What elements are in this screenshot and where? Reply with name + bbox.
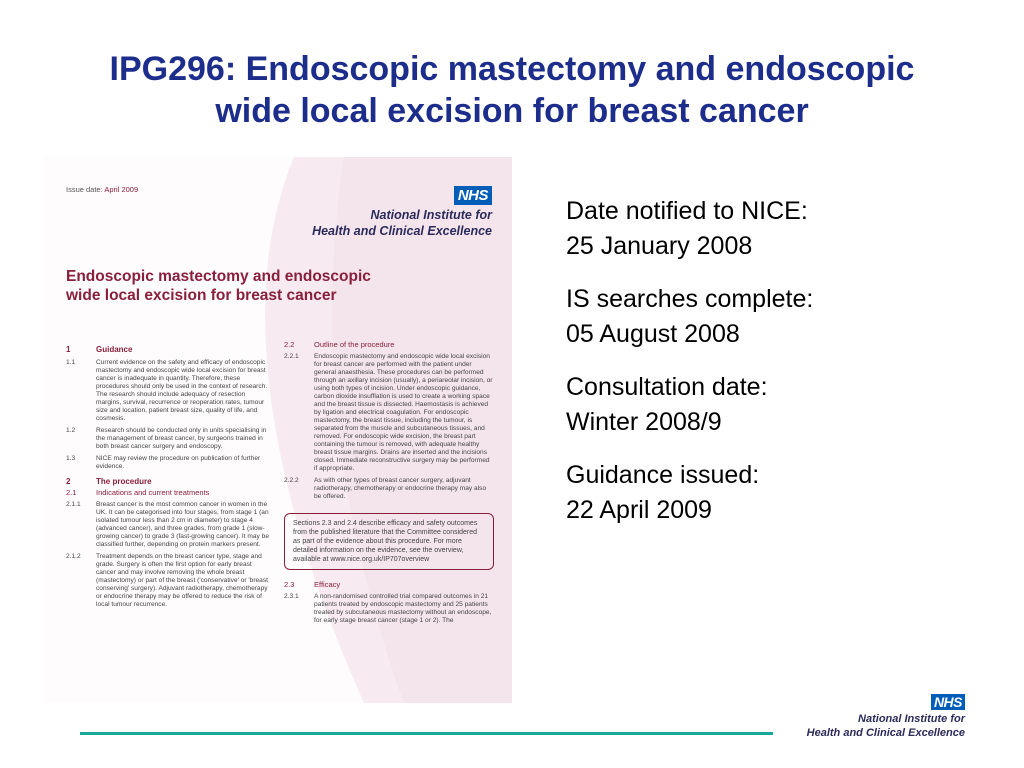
paragraph-text: Efficacy bbox=[314, 580, 341, 589]
document-paragraph bbox=[284, 477, 494, 501]
paragraph-number: 2.1 bbox=[66, 488, 77, 497]
paragraph-number: 2.2.2 bbox=[284, 477, 299, 484]
document-paragraph bbox=[66, 427, 271, 451]
document-paragraph bbox=[66, 359, 271, 423]
document-paragraph bbox=[66, 553, 271, 609]
document-heading bbox=[284, 580, 494, 589]
milestone-label: Consultation date: bbox=[566, 373, 768, 401]
footer-divider bbox=[80, 732, 773, 735]
paragraph-number: 2.1.2 bbox=[66, 553, 81, 560]
paragraph-text: Research should be conducted only in units specialising in the management of breast cancer, by surgeons trained in both breast cancer surgery and endoscopy. bbox=[96, 427, 267, 450]
document-org-line2: Health and Clinical Excellence bbox=[312, 224, 492, 238]
milestone-item bbox=[566, 194, 1006, 264]
milestone-value: Winter 2008/9 bbox=[566, 408, 722, 436]
document-issue-date bbox=[66, 185, 138, 194]
document-heading bbox=[66, 477, 271, 487]
issue-date-value: April 2009 bbox=[104, 185, 139, 194]
document-paragraph bbox=[284, 353, 494, 473]
paragraph-number: 1 bbox=[66, 345, 71, 354]
milestone-item bbox=[566, 458, 1006, 528]
paragraph-text: The procedure bbox=[96, 477, 152, 486]
paragraph-text: Indications and current treatments bbox=[96, 488, 210, 497]
document-paragraph bbox=[66, 501, 271, 549]
document-paragraph bbox=[66, 455, 271, 471]
paragraph-text: NICE may review the procedure on publication of further evidence. bbox=[96, 455, 261, 470]
document-right-column bbox=[284, 339, 494, 625]
paragraph-text: As with other types of breast cancer surgery, adjuvant radiotherapy, chemotherapy or endocrine therapy may also be offered. bbox=[314, 477, 487, 500]
paragraph-text: Guidance bbox=[96, 345, 133, 354]
document-title-line2: wide local excision for breast cancer bbox=[66, 287, 337, 304]
milestone-label: Date notified to NICE: bbox=[566, 197, 808, 225]
paragraph-text: A non-randomised controlled trial compared outcomes in 21 patients treated by endoscopic mastectomy and 25 patients treated by subcutaneous mastectomy without an endoscope, for early stage breast cancer (stage 1 or 2). The bbox=[314, 593, 492, 624]
paragraph-text: Endoscopic mastectomy and endoscopic wide local excision for breast cancer are performed with the patient under general anaesthesia. These procedures can be performed through an axillary incision (usually), a periareolar incision, or using both types of incision. Under endoscopic guidance, carbon dioxide insufflation is used to create a working space and the breast tissue is dissected. Haemostasis is achieved by ligation and electrical coagulation. For endoscopic mastectomy, the breast tissue, including the tumour, is separated from the muscle and subcutaneous tissues, and removed. For endoscopic wide excision, the breast part containing the tumour is removed, with adequate healthy breast tissue margins. Drains are inserted and the incisions closed. Immediate reconstructive surgery may be performed if appropriate. bbox=[314, 353, 493, 472]
paragraph-number: 2.3 bbox=[284, 580, 295, 589]
document-paragraph bbox=[284, 593, 494, 625]
document-title-line1: Endoscopic mastectomy and endoscopic bbox=[66, 268, 371, 285]
paragraph-number: 1.1 bbox=[66, 359, 76, 366]
paragraph-number: 1.3 bbox=[66, 455, 76, 462]
document-org-name bbox=[312, 207, 492, 239]
milestone-value: 25 January 2008 bbox=[566, 232, 753, 260]
issue-label: Issue date: bbox=[66, 185, 103, 194]
document-heading bbox=[66, 488, 271, 497]
milestone-label: Guidance issued: bbox=[566, 461, 760, 489]
paragraph-number: 2.3.1 bbox=[284, 593, 299, 600]
document-info-box: Sections 2.3 and 2.4 describe efficacy and safety outcomes from the published literature that the Committee considered as part of the evidence about this procedure. For more detailed information on the evidence, see the overview, available at www.nice.org.uk/IP707overview bbox=[284, 513, 494, 570]
guidance-document-image bbox=[44, 157, 512, 703]
paragraph-text: Current evidence on the safety and efficacy of endoscopic mastectomy and endoscopic wide local excision for breast cancer is inadequate in quantity. Therefore, these procedures should only be used in the context of research. The research should include adequacy of resection margins, survival, recurrence or reoperation rates, tumour size and location, patient breast size, quality of life, and cosmesis. bbox=[96, 359, 268, 422]
footer-nhs-logo: NHS bbox=[931, 694, 965, 710]
paragraph-number: 2.1.1 bbox=[66, 501, 81, 508]
paragraph-number: 1.2 bbox=[66, 427, 76, 434]
milestone-label: IS searches complete: bbox=[566, 285, 814, 313]
milestone-value: 22 April 2009 bbox=[566, 496, 712, 524]
document-title bbox=[66, 267, 466, 305]
slide-title bbox=[0, 48, 1024, 132]
document-heading bbox=[284, 340, 494, 349]
paragraph-text: Outline of the procedure bbox=[314, 340, 395, 349]
paragraph-text: Breast cancer is the most common cancer in women in the UK. It can be categorised into four stages, from stage 1 (an isolated tumour less than 2 cm in diameter) to stage 4 (advanced cancer), and three grades, from grade 1 (slow-growing cancer) to grade 3 (fast-growing cancer). It may be classified further, depending on protein markers present. bbox=[96, 501, 269, 548]
footer-org-line2: Health and Clinical Excellence bbox=[806, 727, 965, 739]
document-nhs-logo: NHS bbox=[454, 186, 492, 205]
milestone-item bbox=[566, 370, 1006, 440]
slide-title-line2: wide local excision for breast cancer bbox=[215, 92, 809, 130]
document-org-line1: National Institute for bbox=[370, 208, 492, 222]
milestone-value: 05 August 2008 bbox=[566, 320, 740, 348]
paragraph-number: 2.2 bbox=[284, 340, 295, 349]
document-left-column bbox=[66, 339, 271, 609]
milestone-item bbox=[566, 282, 1006, 352]
document-heading bbox=[66, 345, 271, 355]
footer-org-line1: National Institute for bbox=[858, 713, 965, 725]
paragraph-text: Treatment depends on the breast cancer type, stage and grade. Surgery is often the first option for early breast cancer and may involve removing the whole breast (mastectomy) or part of the breast ('conservative' or 'breast conserving' surgery). Adjuvant radiotherapy, chemotherapy or endocrine therapy may be offered to reduce the risk of local tumour recurrence. bbox=[96, 553, 268, 608]
footer-org-name bbox=[807, 712, 965, 740]
slide-title-line1: IPG296: Endoscopic mastectomy and endoscopic bbox=[109, 50, 915, 88]
paragraph-number: 2.2.1 bbox=[284, 353, 299, 360]
paragraph-number: 2 bbox=[66, 477, 71, 486]
milestone-dates bbox=[566, 194, 1006, 546]
